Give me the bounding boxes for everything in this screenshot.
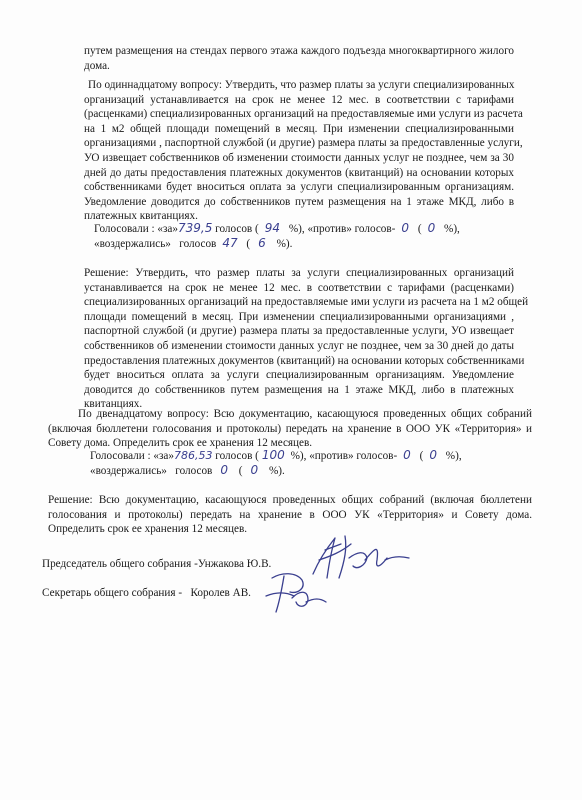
text-line: будет вноситься оплата за услуги специализированным организациям. Уведомление bbox=[84, 369, 514, 382]
text-line: площади помещений в месяц. При изменении специализированными организациями , bbox=[84, 310, 514, 323]
text-line: Совету дома. Определить срок ее хранения 12 месяцев. bbox=[48, 437, 313, 450]
text-line: По одиннадцатому вопросу: Утвердить, что размер платы за услуги специализированных bbox=[88, 79, 515, 91]
text-line: собственниками будет вноситься оплата за услуги специализированным организациям. bbox=[84, 181, 514, 194]
text-line: специализированных организаций на предоставляемые ими услуги из расчета на 1 м2 общей bbox=[84, 296, 529, 309]
handwritten-for-votes: 786,53 bbox=[174, 449, 213, 462]
vote-label: ( bbox=[243, 238, 251, 250]
text-line: Решение: Всю документацию, касающуюся проведенных общих собраний (включая бюллетени bbox=[48, 494, 532, 506]
secretary-signature bbox=[262, 568, 332, 618]
text-line: Определить срок ее хранения 12 месяцев. bbox=[48, 523, 248, 536]
vote-label: Голосовали : «за» bbox=[94, 223, 178, 235]
vote-label: %). bbox=[266, 465, 285, 477]
text-line: Решение: Утвердить, что размер платы за услуги специализированных организаций bbox=[84, 267, 514, 279]
text-line: организациями , паспортной службой (и другие) размера платы за предоставленные услуги, bbox=[84, 137, 523, 150]
intro-paragraph bbox=[84, 44, 514, 73]
text-line: (включая бюллетени голосования и протоколы) передать на хранение в ООО УК «Территория» и bbox=[48, 422, 532, 435]
vote-label: Голосовали : «за» bbox=[90, 450, 174, 462]
text-line: голосования и протоколы) передать на хранение в ООО УК «Территория» и Совету дома. bbox=[48, 508, 532, 521]
handwritten-abstain-percent: 6 bbox=[258, 236, 266, 250]
handwritten-against-percent: 0 bbox=[429, 448, 437, 462]
text-line: дома. bbox=[84, 59, 110, 72]
text-line: устанавливается на срок не менее 12 мес. в соответствии с тарифами (расценками) bbox=[84, 281, 514, 294]
text-line: на 1 м2 общей площади помещений в месяц. При изменении специализированными bbox=[84, 122, 514, 135]
handwritten-against-votes: 0 bbox=[403, 448, 411, 462]
q12-decision-paragraph bbox=[48, 493, 532, 537]
text-line: квитанциях. bbox=[84, 398, 143, 411]
text-line: По двенадцатому вопросу: Всю документацию, касающуюся проведенных общих собраний bbox=[78, 408, 532, 420]
handwritten-against-votes: 0 bbox=[401, 221, 410, 235]
q12-question-paragraph bbox=[48, 407, 532, 451]
text-line: организаций устанавливается на срок не менее 12 мес. в соответствии с тарифами bbox=[84, 93, 514, 106]
vote-label: ( bbox=[415, 223, 422, 235]
handwritten-for-percent: 94 bbox=[264, 221, 281, 235]
handwritten-abstain-votes: 0 bbox=[220, 463, 228, 477]
q11-vote-line-1 bbox=[94, 221, 460, 237]
vote-label: %), bbox=[442, 450, 462, 462]
chair-signature-line: Председатель общего собрания -Унжакова Ю.В. bbox=[42, 558, 272, 570]
q12-vote-line-2 bbox=[90, 463, 285, 479]
vote-label: ( bbox=[416, 450, 424, 462]
handwritten-for-percent: 100 bbox=[261, 448, 285, 462]
q11-vote-line-2 bbox=[94, 236, 292, 252]
secretary-signature-line: Секретарь общего собрания - Королев АВ. bbox=[42, 587, 251, 599]
handwritten-abstain-votes: 47 bbox=[222, 236, 238, 250]
text-line: паспортной службой (и другие) размера платы за предоставленные услуги, УО извещает bbox=[84, 325, 514, 338]
handwritten-abstain-percent: 0 bbox=[250, 463, 259, 477]
text-line: собственников об изменении стоимости данных услуг не позднее, чем за 30 дней до даты bbox=[84, 339, 514, 352]
vote-label: %), «против» голосов- bbox=[287, 450, 398, 462]
vote-label: ( bbox=[235, 465, 243, 477]
vote-label: %). bbox=[273, 238, 293, 250]
vote-label: «воздержались» голосов bbox=[94, 238, 217, 250]
vote-label: голосов ( bbox=[212, 450, 259, 462]
text-line: Уведомление доводится до собственников путем размещения на 1 этаже МКД, либо в bbox=[84, 195, 514, 208]
vote-label: голосов ( bbox=[212, 223, 259, 235]
text-line: платежных квитанциях. bbox=[84, 210, 198, 223]
vote-label: «воздержались» голосов bbox=[90, 465, 213, 477]
text-line: доводится до собственников путем размещения на 1 этаже МКД, либо в платежных bbox=[84, 383, 514, 396]
text-line: дней до даты предоставления платежных документов (квитанций) на основании которых bbox=[84, 166, 514, 179]
vote-label: %), bbox=[441, 223, 460, 235]
text-line: предоставления платежных документов (квитанций) на основании которых собственниками bbox=[84, 354, 525, 367]
q12-vote-line-1 bbox=[90, 448, 462, 464]
text-line: УО извещает собственников об изменении стоимости данных услуг не позднее, чем за 30 bbox=[84, 151, 514, 164]
q11-question-paragraph bbox=[84, 78, 523, 224]
text-line: (расценками) специализированных организаций на предоставляемые ими услуги из расчета bbox=[84, 108, 523, 121]
handwritten-against-percent: 0 bbox=[427, 221, 436, 235]
vote-label: %), «против» голосов- bbox=[286, 223, 396, 235]
q11-decision-paragraph bbox=[84, 266, 529, 412]
handwritten-for-votes: 739,5 bbox=[178, 221, 213, 235]
text-line: путем размещения на стендах первого этажа каждого подъезда многоквартирного жилого bbox=[84, 45, 514, 57]
